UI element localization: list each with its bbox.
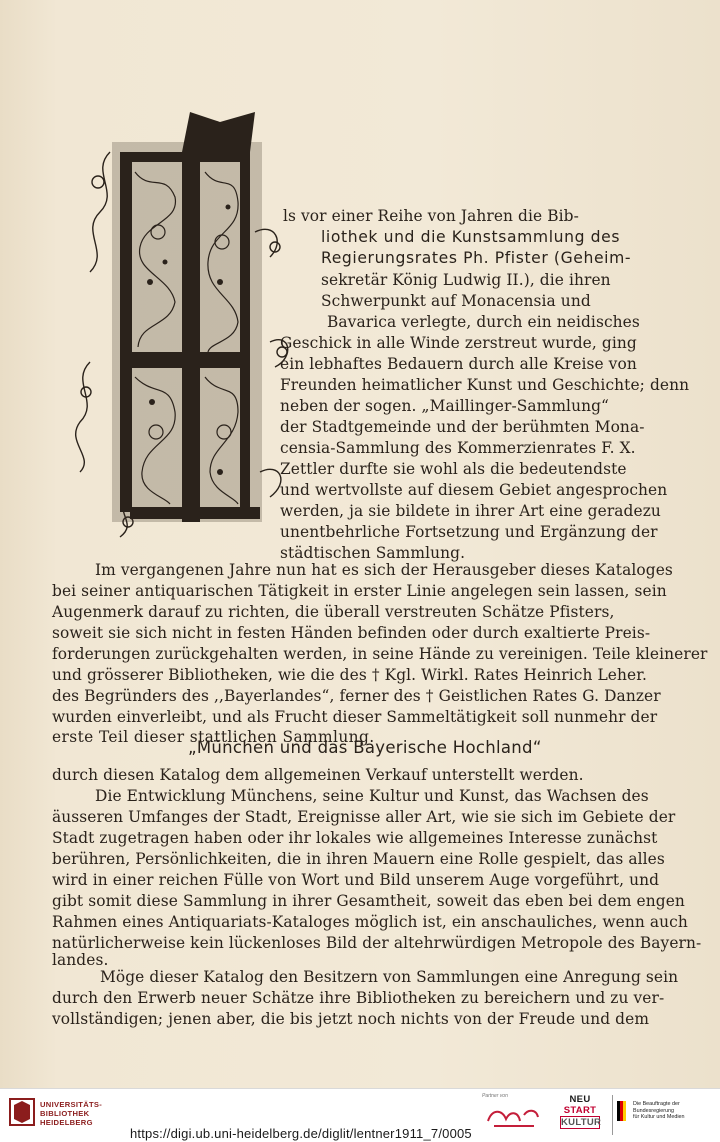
text-line: Freunden heimatlicher Kunst und Geschichte; denn <box>280 376 690 394</box>
text-line: äusseren Umfanges der Stadt, Ereignisse aller Art, wie sie sich im Gebiete der <box>52 808 676 826</box>
partner-label: Partner von <box>482 1093 508 1099</box>
text-line: und wertvollste auf diesem Gebiet angesprochen <box>280 481 668 499</box>
text-line: und grösserer Bibliotheken, wie die des † Kgl. Wirkl. Rates Heinrich Leher. <box>52 666 647 684</box>
text-line: Augenmerk darauf zu richten, die überall verstreuten Schätze Pfisters, <box>52 603 615 621</box>
uni-name-line: BIBLIOTHEK <box>40 1109 90 1118</box>
text-line: forderungen zurückgehalten werden, in seine Hände zu vereinigen. Teile kleinerer <box>52 645 708 663</box>
text-line: der Stadtgemeinde und der berühmten Mona- <box>280 418 645 436</box>
page-url-link[interactable]: https://digi.ub.uni-heidelberg.de/diglit/lentner1911_7/0005 <box>130 1126 472 1141</box>
text-line: Regierungsrates Ph. Pfister (Geheim- <box>321 249 632 267</box>
text-line: Geschick in alle Winde zerstreut wurde, ging <box>280 334 637 352</box>
text-line: Zettler durfte sie wohl als die bedeutendste <box>280 460 627 478</box>
text-line: Möge dieser Katalog den Besitzern von Sammlungen eine Anregung sein <box>100 968 679 986</box>
text-line: Bavarica verlegte, durch ein neidisches <box>327 313 640 331</box>
text-line: landes. <box>52 951 109 969</box>
text-line: erste Teil dieser stattlichen Sammlung. <box>52 728 375 746</box>
text-line: soweit sie sich nicht in festen Händen befinden oder durch exaltierte Preis- <box>52 624 651 642</box>
neustart-line: START <box>563 1105 597 1116</box>
text-line: unentbehrliche Fortsetzung und Ergänzung der <box>280 523 658 541</box>
federal-government-text <box>633 1101 717 1121</box>
text-line: durch diesen Katalog dem allgemeinen Verkauf unterstellt werden. <box>52 766 584 784</box>
neustart-kultur-logo[interactable] <box>560 1094 600 1136</box>
text-line: Die Entwicklung Münchens, seine Kultur und Kunst, das Wachsen des <box>95 787 649 805</box>
text-line: neben der sogen. „Maillinger-Sammlung“ <box>280 397 610 415</box>
university-library-name[interactable] <box>40 1100 102 1127</box>
text-line: Stadt zugetragen haben oder ihr lokales wie allgemeines Interesse zunächst <box>52 829 658 847</box>
text-line: censia-Sammlung des Kommerzienrates F. X. <box>280 439 636 457</box>
neustart-line: KULTUR <box>561 1117 602 1128</box>
text-line: liothek und die Kunstsammlung des <box>321 228 621 246</box>
text-line: werden, ja sie bildete in ihrer Art eine geradezu <box>280 502 661 520</box>
federal-eagle-icon <box>617 1101 629 1121</box>
text-line: ein lebhaftes Bedauern durch alle Kreise von <box>280 355 637 373</box>
federal-government-logo[interactable] <box>612 1095 717 1135</box>
text-line: Schwerpunkt auf Monacensia und <box>321 292 591 310</box>
bund-line: für Kultur und Medien <box>633 1114 685 1121</box>
text-line: Im vergangenen Jahre nun hat es sich der Herausgeber dieses Kataloges <box>95 561 673 579</box>
text-line: städtischen Sammlung. <box>280 544 466 562</box>
neustart-line: NEU <box>569 1094 591 1105</box>
text-line: vollständigen; jenen aber, die bis jetzt noch nichts von der Freude und dem <box>52 1010 650 1028</box>
text-line: durch den Erwerb neuer Schätze ihre Bibliotheken zu bereichern und zu ver- <box>52 989 665 1007</box>
uni-name-line: HEIDELBERG <box>40 1118 93 1127</box>
uni-name-line: UNIVERSITÄTS- <box>40 1100 103 1109</box>
catalog-title-heading: „München und das Bayerische Hochland“ <box>188 738 542 757</box>
text-line: wird in einer reichen Fülle von Wort und Bild unserem Auge vorgeführt, und <box>52 871 660 889</box>
partner-logo-icon[interactable] <box>480 1101 550 1131</box>
university-seal-icon <box>8 1097 36 1127</box>
text-line: Rahmen eines Antiquariats-Kataloges möglich ist, ein anschauliches, wenn auch <box>52 913 688 931</box>
text-line: wurden einverleibt, und als Frucht dieser Sammeltätigkeit soll nunmehr der <box>52 708 658 726</box>
text-line: ls vor einer Reihe von Jahren die Bib- <box>283 207 579 225</box>
bund-line: Die Beauftragte der Bundesregierung <box>633 1101 680 1114</box>
text-line: bei seiner antiquarischen Tätigkeit in erster Linie angelegen sein lassen, sein <box>52 582 667 600</box>
text-line: gibt somit diese Sammlung in ihrer Gesamtheit, soweit das eben bei dem engen <box>52 892 685 910</box>
text-line: berühren, Persönlichkeiten, die in ihren Mauern eine Rolle gespielt, das alles <box>52 850 665 868</box>
text-line: sekretär König Ludwig II.), die ihren <box>321 271 611 289</box>
text-line: natürlicherweise kein lückenloses Bild der altehrwürdigen Metropole des Bayern- <box>52 934 702 952</box>
text-line: des Begründers des ,,Bayerlandes“, ferner des † Geistlichen Rates G. Danzer <box>52 687 661 705</box>
decorative-initial-a-image <box>70 112 300 542</box>
